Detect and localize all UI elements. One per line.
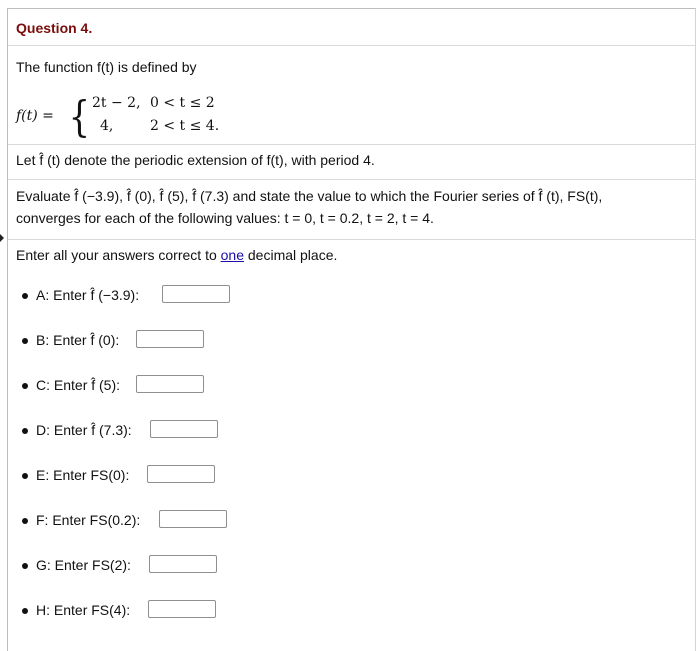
- bullet: [22, 608, 28, 614]
- one-decimal-link[interactable]: one: [220, 247, 244, 263]
- intro-text: The function f(t) is defined by: [16, 59, 197, 75]
- piecewise-lhs: f(t) =: [16, 108, 54, 124]
- piecewise-row-2-cond: 2 < t ≤ 4.: [150, 118, 220, 134]
- answer-c-input[interactable]: [136, 375, 204, 393]
- bullet: [22, 293, 28, 299]
- divider-3: [8, 239, 695, 240]
- instruction-text: [16, 246, 337, 264]
- title-divider: [8, 45, 695, 46]
- bullet: [22, 473, 28, 479]
- divider-2: [8, 179, 695, 180]
- answer-g-input[interactable]: [149, 555, 217, 573]
- answer-e-label: E: Enter FS(0):: [36, 467, 130, 483]
- piecewise-row-1-expr: 2t − 2,: [92, 95, 141, 111]
- answer-c-label: C: Enter f̂ (5):: [36, 377, 121, 393]
- answer-e-input[interactable]: [147, 465, 215, 483]
- evaluate-text-line-1: Evaluate f̂ (−3.9), f̂ (0), f̂ (5), f̂ (7.3) and state the value to which the Fourier series of f̂ (t), FS(t),: [16, 188, 603, 204]
- answer-a-label: A: Enter f̂ (−3.9):: [36, 287, 140, 303]
- answer-a-input[interactable]: [162, 285, 230, 303]
- answer-f-label: F: Enter FS(0.2):: [36, 512, 141, 528]
- piecewise-row-2-expr: 4,: [100, 118, 114, 134]
- instruction-post: decimal place.: [247, 247, 338, 263]
- periodic-extension-text: Let f̂ (t) denote the periodic extension of f(t), with period 4.: [16, 152, 375, 168]
- answer-b-label: B: Enter f̂ (0):: [36, 332, 120, 348]
- left-edge-marker: [0, 234, 4, 242]
- piecewise-row-1-cond: 0 < t ≤ 2: [150, 95, 215, 111]
- answer-g-label: G: Enter FS(2):: [36, 557, 131, 573]
- instruction-pre: Enter all your answers correct to: [16, 247, 217, 263]
- answer-h-label: H: Enter FS(4):: [36, 602, 131, 618]
- divider-1: [8, 144, 695, 145]
- bullet: [22, 383, 28, 389]
- answer-d-input[interactable]: [150, 420, 218, 438]
- answer-f-input[interactable]: [159, 510, 227, 528]
- answer-d-label: D: Enter f̂ (7.3):: [36, 422, 132, 438]
- question-title: Question 4.: [16, 20, 93, 36]
- left-brace: {: [68, 92, 91, 141]
- evaluate-text-line-2: converges for each of the following values: t = 0, t = 0.2, t = 2, t = 4.: [16, 210, 434, 226]
- bullet: [22, 338, 28, 344]
- bullet: [22, 428, 28, 434]
- bullet: [22, 563, 28, 569]
- answer-h-input[interactable]: [148, 600, 216, 618]
- answer-b-input[interactable]: [136, 330, 204, 348]
- question-panel: [7, 8, 696, 651]
- bullet: [22, 518, 28, 524]
